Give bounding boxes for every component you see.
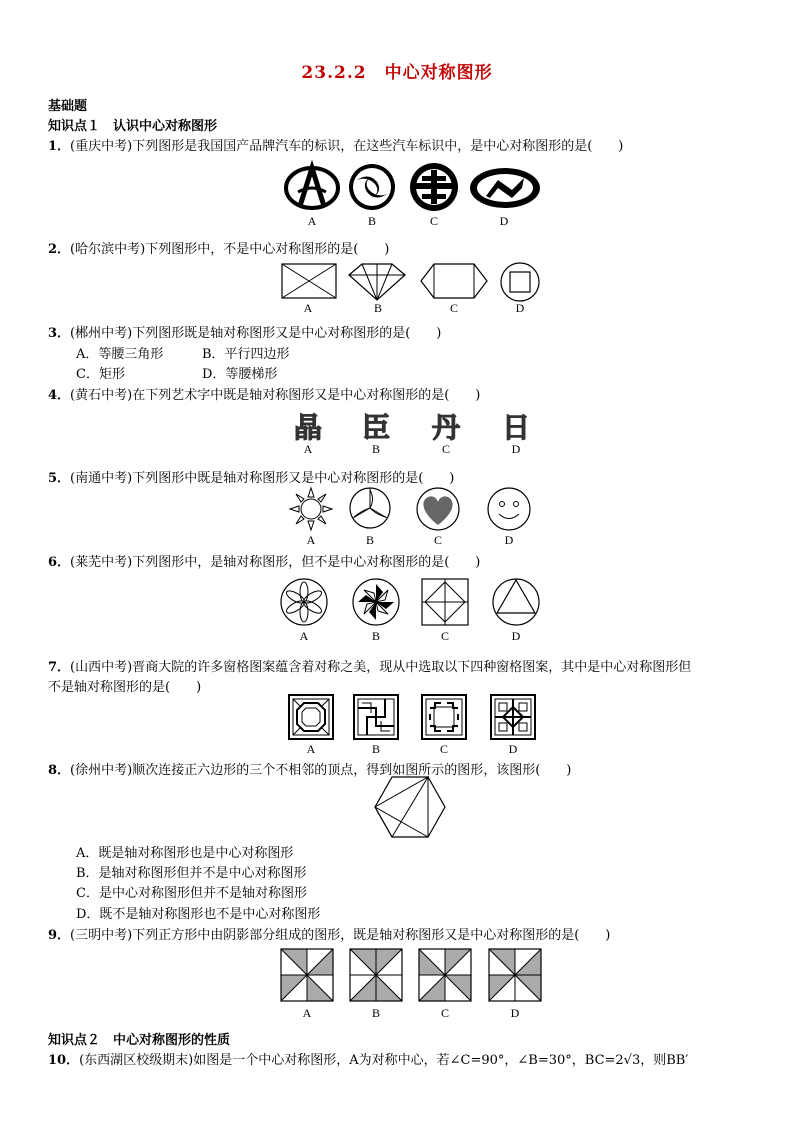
option-a: A．既是轴对称图形也是中心对称图形 <box>76 846 294 861</box>
option-b: B．平行四边形 <box>202 347 290 362</box>
q6-figure-a-flower <box>280 578 328 626</box>
option-label: D <box>508 742 518 756</box>
option-label: C <box>441 442 450 456</box>
q9-square-b <box>349 948 403 1002</box>
option-label: B <box>365 533 374 547</box>
option-label: C <box>449 301 458 315</box>
option-label: B <box>367 214 376 228</box>
q2-figure-d <box>500 262 540 302</box>
question-3 <box>48 322 441 341</box>
question-1 <box>48 135 623 154</box>
option-label: C <box>429 214 438 228</box>
question-number: 5． <box>48 471 71 486</box>
option-label: B <box>371 629 380 643</box>
option-label: C <box>439 742 448 756</box>
option-c: C．是中心对称图形但并不是轴对称图形 <box>76 886 307 901</box>
q1-figure-d <box>468 166 542 210</box>
question-text: (黄石中考)在下列艺术字中既是轴对称图形又是中心对称图形的是( ) <box>70 388 481 403</box>
option-label: B <box>371 742 380 756</box>
question-text: (莱芜中考)下列图形中，是轴对称图形，但不是中心对称图形的是( ) <box>70 555 481 570</box>
option-label: B <box>373 301 382 315</box>
q2-figure-c <box>420 263 488 299</box>
option-label: D <box>515 301 525 315</box>
option-label: D <box>499 214 509 228</box>
option-label: D <box>511 442 521 456</box>
question-number: 8． <box>48 763 71 778</box>
question-number: 10． <box>48 1053 80 1068</box>
question-number: 1． <box>48 139 71 154</box>
option-label: B <box>371 1006 380 1020</box>
q7-window-d <box>490 694 536 740</box>
q6-figure-c <box>421 578 469 626</box>
q5-figure-a-sun <box>289 487 333 531</box>
option-label: A <box>307 214 317 228</box>
question-text: (重庆中考)下列图形是我国国产品牌汽车的标识，在这些汽车标识中，是中心对称图形的是( ) <box>70 139 624 154</box>
q8-hexagon-figure <box>374 776 446 838</box>
question-number: 9． <box>48 928 71 943</box>
option-label: C <box>440 629 449 643</box>
question-text: (东西湖区校级期末)如图是一个中心对称图形，A为对称中心，若∠C=90°，∠B=30°，BC=2√3，则BB′ <box>79 1053 689 1068</box>
art-char-a: 晶 <box>294 411 323 444</box>
q9-square-d <box>488 948 542 1002</box>
question-text: (徐州中考)顺次连接正六边形的三个不相邻的顶点，得到如图所示的图形，该图形( ) <box>70 763 572 778</box>
q6-figure-b-pinwheel <box>352 578 400 626</box>
question-6 <box>48 551 480 570</box>
option-label: C <box>433 533 442 547</box>
option-a: A．等腰三角形 <box>76 347 164 362</box>
question-7-continued: 不是轴对称图形的是( ) <box>48 680 202 695</box>
knowledge-point-1: 知识点１ 认识中心对称图形 <box>48 119 218 134</box>
option-label: A <box>302 1006 312 1020</box>
question-8 <box>48 759 571 778</box>
question-number: 7． <box>48 660 71 675</box>
question-number: 4． <box>48 388 71 403</box>
q5-figure-c-heart <box>416 487 460 531</box>
option-c: C．矩形 <box>76 367 125 382</box>
option-label: C <box>440 1006 449 1020</box>
option-label: A <box>299 629 309 643</box>
q1-figure-b <box>347 162 397 212</box>
question-text: (哈尔滨中考)下列图形中，不是中心对称图形的是( ) <box>70 242 390 257</box>
q9-square-c <box>418 948 472 1002</box>
question-number: 2． <box>48 242 71 257</box>
option-label: A <box>306 533 316 547</box>
option-label: A <box>303 442 313 456</box>
q1-figure-a <box>284 162 340 212</box>
option-label: D <box>510 1006 520 1020</box>
question-number: 3． <box>48 326 71 341</box>
section-heading: 基础题 <box>48 99 88 114</box>
question-2 <box>48 238 389 257</box>
art-char-b: 臣 <box>362 411 391 444</box>
art-char-d: 日 <box>502 411 531 444</box>
q2-figure-b <box>348 263 406 301</box>
option-label: D <box>504 533 514 547</box>
q7-window-a <box>288 694 334 740</box>
art-char-c: 丹 <box>432 411 461 444</box>
option-label: A <box>303 301 313 315</box>
question-4 <box>48 384 480 403</box>
q7-window-c <box>421 694 467 740</box>
page-title: 23.2.2 中心对称图形 <box>301 63 493 83</box>
q5-figure-b <box>349 487 391 529</box>
question-text: (郴州中考)下列图形既是轴对称图形又是中心对称图形的是( ) <box>70 326 442 341</box>
option-label: A <box>306 742 316 756</box>
question-7 <box>48 656 691 675</box>
option-label: B <box>371 442 380 456</box>
question-text: (南通中考)下列图形中既是轴对称图形又是中心对称图形的是( ) <box>70 471 455 486</box>
question-5 <box>48 467 454 486</box>
question-text: (山西中考)晋商大院的许多窗格图案蕴含着对称之美，现从中选取以下四种窗格图案，其中是中心对称图形但 <box>70 660 692 675</box>
q5-figure-d-smiley <box>487 487 531 531</box>
option-d: D．等腰梯形 <box>202 367 278 382</box>
q7-window-b <box>353 694 399 740</box>
q6-figure-d <box>492 578 540 626</box>
question-10 <box>48 1049 688 1068</box>
question-text: (三明中考)下列正方形中由阴影部分组成的图形，既是轴对称图形又是中心对称图形的是( ) <box>70 928 611 943</box>
q9-square-a <box>280 948 334 1002</box>
q2-figure-a <box>281 263 337 299</box>
knowledge-point-2: 知识点２ 中心对称图形的性质 <box>48 1033 231 1048</box>
q1-figure-c <box>408 162 460 212</box>
question-9 <box>48 924 610 943</box>
option-d: D．既不是轴对称图形也不是中心对称图形 <box>76 907 321 922</box>
option-b: B．是轴对称图形但并不是中心对称图形 <box>76 866 307 881</box>
option-label: D <box>511 629 521 643</box>
question-number: 6． <box>48 555 71 570</box>
